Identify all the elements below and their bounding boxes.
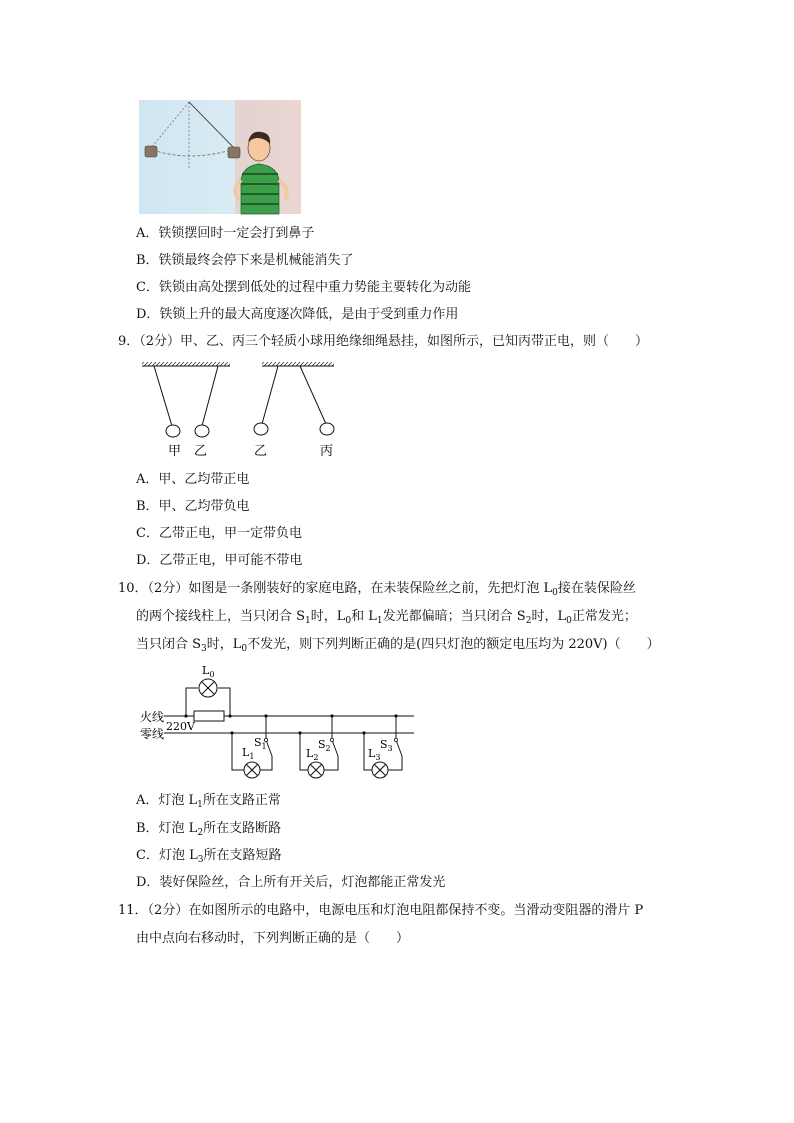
ball-yi-left xyxy=(195,425,209,437)
label-bing: 丙 xyxy=(320,444,334,459)
label-l3: $L_3$ xyxy=(368,747,381,762)
q11-stem-line2: 由中点向右移动时，下列判断正确的是（ ） xyxy=(136,931,410,946)
fuse xyxy=(194,711,224,721)
household-circuit-figure xyxy=(136,660,426,785)
q9-option-b: B．甲、乙均带负电 xyxy=(136,499,250,514)
label-fire-wire: 火线 xyxy=(140,710,165,724)
q9-option-c: C．乙带正电，甲一定带负电 xyxy=(136,526,302,541)
label-voltage: 220V xyxy=(166,720,195,733)
q8-option-c: C．铁锁由高处摆到低处的过程中重力势能主要转化为动能 xyxy=(136,280,471,295)
q8-option-a: A．铁锁摆回时一定会打到鼻子 xyxy=(136,226,315,241)
q8-option-d: D．铁锁上升的最大高度逐次降低，是由于受到重力作用 xyxy=(136,307,459,322)
ball-yi-right xyxy=(254,423,268,435)
label-yi-2: 乙 xyxy=(254,444,268,459)
label-s3: $S_3$ xyxy=(380,738,393,753)
hanging-balls-figure xyxy=(140,362,340,462)
q11-stem-line1: 11．（2分）在如图所示的电路中，电源电压和灯泡电阻都保持不变。当滑动变阻器的滑片 P xyxy=(118,903,644,918)
label-l2: $L_2$ xyxy=(306,747,319,762)
q10-stem-line3: 当只闭合 $S_3$时，$L_0$不发光，则下列判断正确的是(四只灯泡的额定电压均为 220V)（ ） xyxy=(136,637,660,654)
q10-option-c: C．灯泡 $L_3$所在支路短路 xyxy=(136,848,282,865)
q9-option-a: A．甲、乙均带正电 xyxy=(136,472,250,487)
ball-jia xyxy=(166,425,180,437)
label-s1: $S_1$ xyxy=(254,736,267,751)
label-l1: $L_1$ xyxy=(242,746,255,761)
pendulum-figure xyxy=(139,100,301,214)
label-s2: $S_2$ xyxy=(318,738,331,753)
label-jia: 甲 xyxy=(168,444,182,459)
lamp-l0 xyxy=(199,679,217,697)
q10-stem-line1: 10．（2分）如图是一条刚装好的家庭电路，在未装保险丝之前，先把灯泡 $L_0$接在装保险丝 xyxy=(118,581,636,598)
ball-bing xyxy=(320,423,334,435)
q10-option-a: A．灯泡 $L_1$所在支路正常 xyxy=(136,793,281,810)
label-yi-1: 乙 xyxy=(194,444,208,459)
label-l0: $L_0$ xyxy=(202,664,215,679)
q10-option-d: D．装好保险丝，合上所有开关后，灯泡都能正常发光 xyxy=(136,875,446,890)
q10-option-b: B．灯泡 $L_2$所在支路断路 xyxy=(136,821,282,838)
q9-option-d: D．乙带正电，甲可能不带电 xyxy=(136,553,303,568)
q10-stem-line2: 的两个接线柱上，当只闭合 $S_1$时，$L_0$和 $L_1$发光都偏暗；当只闭合 $S_2$时，$L_0$正常发光； xyxy=(136,609,637,626)
q8-option-b: B．铁锁最终会停下来是机械能消失了 xyxy=(136,253,354,268)
q9-stem: 9．（2分）甲、乙、丙三个轻质小球用绝缘细绳悬挂，如图所示，已知丙带正电，则（ ） xyxy=(118,334,649,349)
label-zero-wire: 零线 xyxy=(140,727,165,741)
